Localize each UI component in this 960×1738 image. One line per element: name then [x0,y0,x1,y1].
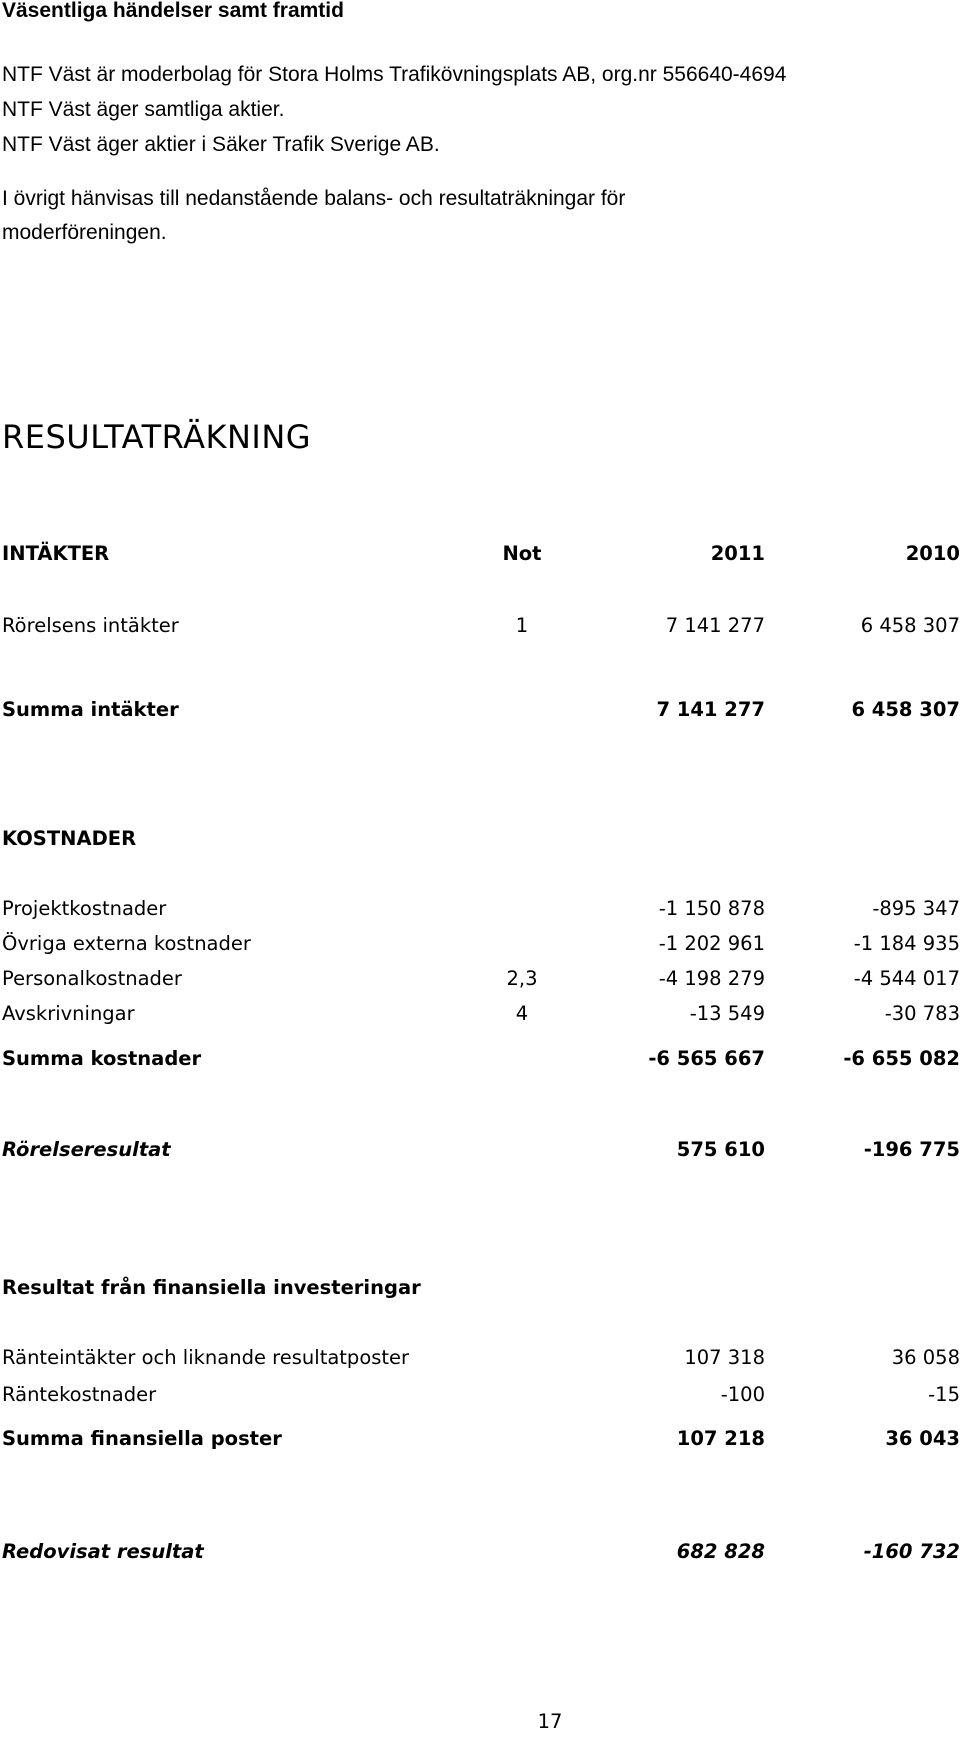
row-value-2011: -13 549 [689,1002,765,1025]
row-value-2010: -895 347 [872,897,960,920]
section-label: KOSTNADER [2,827,137,850]
row-note: 2,3 [506,967,538,990]
column-header-2011: 2011 [710,542,765,565]
row-value-2010: 36 058 [891,1346,960,1369]
intro-line: NTF Väst äger aktier i Säker Trafik Sverige AB. [2,133,440,156]
intro-line: moderföreningen. [2,221,167,244]
column-header-note: Not [502,542,542,565]
row-value-2010: -6 655 082 [843,1047,960,1070]
row-value-2011: 107 218 [676,1427,765,1450]
row-value-2011: 682 828 [676,1540,765,1563]
row-note: 4 [515,1002,529,1025]
row-label: Övriga externa kostnader [2,932,251,955]
row-label: Personalkostnader [2,967,182,990]
section-label: Resultat från finansiella investeringar [2,1276,421,1299]
row-value-2010: -196 775 [863,1138,960,1161]
row-value-2011: -1 202 961 [658,932,765,955]
row-note: 1 [515,614,529,637]
row-label: Räntekostnader [2,1383,157,1406]
row-label: Summa finansiella poster [2,1427,282,1450]
row-value-2010: -15 [928,1383,960,1406]
row-value-2011: -4 198 279 [658,967,765,990]
intro-line: I övrigt hänvisas till nedanstående balans- och resultaträkningar för [2,187,626,210]
row-label: Ränteintäkter och liknande resultatposter [2,1346,410,1369]
page-number: 17 [537,1710,563,1733]
row-label: Redovisat resultat [2,1540,204,1563]
row-label: Rörelseresultat [2,1138,171,1161]
row-value-2010: 6 458 307 [860,614,960,637]
row-value-2010: -4 544 017 [853,967,960,990]
row-value-2010: -30 783 [884,1002,960,1025]
row-label: Avskrivningar [2,1002,135,1025]
column-header-label: INTÄKTER [2,542,110,565]
row-value-2011: 575 610 [676,1138,765,1161]
row-value-2010: 36 043 [885,1427,960,1450]
page-title: RESULTATRÄKNING [2,418,312,456]
row-label: Summa intäkter [2,698,179,721]
row-value-2010: -160 732 [863,1540,960,1563]
intro-line: NTF Väst är moderbolag för Stora Holms Trafikövningsplats AB, org.nr 556640-4694 [2,63,787,86]
section-heading: Väsentliga händelser samt framtid [2,0,344,22]
row-value-2010: -1 184 935 [853,932,960,955]
row-label: Projektkostnader [2,897,167,920]
row-value-2011: -1 150 878 [658,897,765,920]
row-value-2011: -6 565 667 [648,1047,765,1070]
row-label: Summa kostnader [2,1047,202,1070]
intro-line: NTF Väst äger samtliga aktier. [2,98,285,121]
row-value-2011: 7 141 277 [656,698,765,721]
row-label: Rörelsens intäkter [2,614,179,637]
row-value-2011: -100 [720,1383,765,1406]
row-value-2011: 7 141 277 [665,614,765,637]
column-header-2010: 2010 [905,542,960,565]
row-value-2010: 6 458 307 [851,698,960,721]
row-value-2011: 107 318 [684,1346,765,1369]
